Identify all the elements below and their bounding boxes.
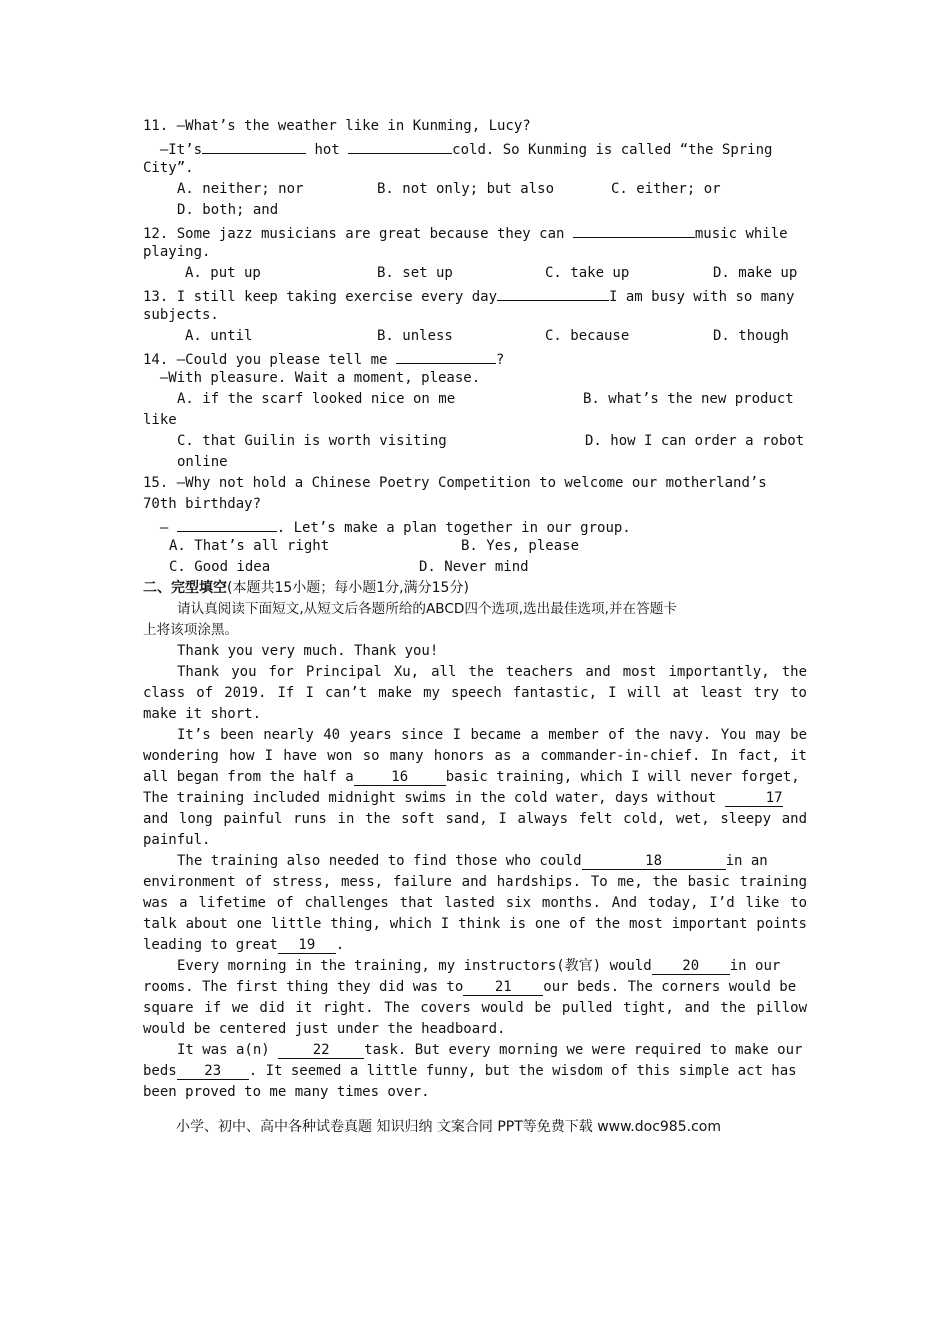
passage-p3-l2: wondering how I have won so many honors as a commander-in-chief. In fact, it xyxy=(143,748,807,764)
answer-blank xyxy=(348,137,452,154)
q11-line1: 11. —What’s the weather like in Kunming, Lucy? xyxy=(143,118,531,134)
q12-line1: 12. Some jazz musicians are great because they can music while xyxy=(143,221,807,242)
blank-21: 21 xyxy=(463,979,543,996)
passage-p4-l2: environment of stress, mess, failure and hardships. To me, the basic training xyxy=(143,874,807,890)
q13-line1: 13. I still keep taking exercise every day I am busy with so many xyxy=(143,284,807,305)
q15-line1: 15. —Why not hold a Chinese Poetry Competition to welcome our motherland’s xyxy=(143,475,767,491)
q13-line2: subjects. xyxy=(143,307,219,323)
footer-download-note: 小学、初中、高中各种试卷真题 知识归纳 文案合同 PPT等免费下载 www.doc985.com xyxy=(176,1119,721,1135)
passage-p4-l1: The training also needed to find those who could 18 in an xyxy=(177,853,768,869)
q11-option-d xyxy=(143,200,807,221)
passage-p3-l5: and long painful runs in the soft sand, I always felt cold, wet, sleepy and xyxy=(143,811,807,827)
q13-options: A. until B. unless C. because D. though xyxy=(185,328,789,344)
q14-like: like xyxy=(143,412,177,428)
section-instructions-1: 请认真阅读下面短文,从短文后各题所给的ABCD四个选项,选出最佳选项,并在答题卡 xyxy=(177,601,677,617)
section-instructions-2: 上将该项涂黑。 xyxy=(143,622,239,638)
passage-p5-l3: square if we did it right. The covers would be pulled tight, and the pillow xyxy=(143,1000,807,1016)
q14-line2: —With pleasure. Wait a moment, please. xyxy=(143,370,481,386)
blank-22: 22 xyxy=(278,1042,364,1059)
blank-20: 20 xyxy=(652,958,730,975)
q15-options-ab: A. That’s all right B. Yes, please xyxy=(169,538,580,554)
blank-16: 16 xyxy=(354,769,446,786)
answer-blank xyxy=(573,221,695,238)
q11-options xyxy=(143,179,807,200)
q12-line2: playing. xyxy=(143,244,211,260)
answer-blank xyxy=(497,284,609,301)
answer-blank xyxy=(202,137,306,154)
passage-p6-l3: been proved to me many times over. xyxy=(143,1084,430,1100)
passage-p1: Thank you very much. Thank you! xyxy=(177,643,439,659)
passage-p3-l3: all began from the half a 16 basic training, which I will never forget, xyxy=(143,769,800,785)
exam-page xyxy=(143,116,807,1103)
section-heading: 二、完型填空(本题共15小题；每小题1分,满分15分) xyxy=(143,580,469,596)
option-c: C. either; or xyxy=(611,181,721,197)
q14-options-cd: C. that Guilin is worth visiting D. how I can order a robot xyxy=(177,433,805,449)
q11-line3: City”. xyxy=(143,160,194,176)
blank-17: 17 xyxy=(725,790,783,807)
passage-p4-l3: was a lifetime of challenges that lasted six months. And today, I’d like to xyxy=(143,895,807,911)
q14-online: online xyxy=(177,454,228,470)
q14-line1: 14. —Could you please tell me ? xyxy=(143,347,807,368)
passage-p2-l1: Thank you for Principal Xu, all the teachers and most importantly, the xyxy=(177,664,807,680)
option-b: B. not only; but also xyxy=(377,181,555,197)
passage-p4-l5: leading to great 19 . xyxy=(143,937,345,953)
q15-line2: 70th birthday? xyxy=(143,496,262,512)
passage-p4-l4: talk about one little thing, which I think is one of the most important points xyxy=(143,916,807,932)
blank-19: 19 xyxy=(278,937,336,954)
option-a: A. neither; nor xyxy=(177,181,304,197)
passage-p3-l4: The training included midnight swims in the cold water, days without 17 xyxy=(143,790,783,806)
passage-p5-l4: would be centered just under the headboard. xyxy=(143,1021,506,1037)
q11-line2: —It’s hot cold. So Kunming is called “the Spring xyxy=(143,137,807,158)
passage-p6-l1: It was a(n) 22 task. But every morning we were required to make our xyxy=(177,1042,803,1058)
option-d: D. both; and xyxy=(177,202,279,218)
passage-p3-l1: It’s been nearly 40 years since I became a member of the navy. You may be xyxy=(177,727,807,743)
passage-p2-l3: make it short. xyxy=(143,706,262,722)
answer-blank xyxy=(177,515,277,532)
passage-p5-l1: Every morning in the training, my instructors(教官) would 20 in our xyxy=(177,958,781,974)
passage-p2-l2: class of 2019. If I can’t make my speech fantastic, I will at least try to xyxy=(143,685,807,701)
blank-23: 23 xyxy=(177,1063,249,1080)
q15-options-cd: C. Good idea D. Never mind xyxy=(169,559,529,575)
passage-p3-l6: painful. xyxy=(143,832,211,848)
q14-options-ab: A. if the scarf looked nice on me B. what’s the new product xyxy=(177,391,794,407)
q12-options: A. put up B. set up C. take up D. make up xyxy=(185,265,798,281)
passage-p5-l2: rooms. The first thing they did was to 21 our beds. The corners would be xyxy=(143,979,797,995)
answer-blank xyxy=(396,347,496,364)
passage-p6-l2: beds 23 . It seemed a little funny, but the wisdom of this simple act has xyxy=(143,1063,797,1079)
q15-line3: — . Let’s make a plan together in our group. xyxy=(143,515,807,536)
blank-18: 18 xyxy=(582,853,726,870)
